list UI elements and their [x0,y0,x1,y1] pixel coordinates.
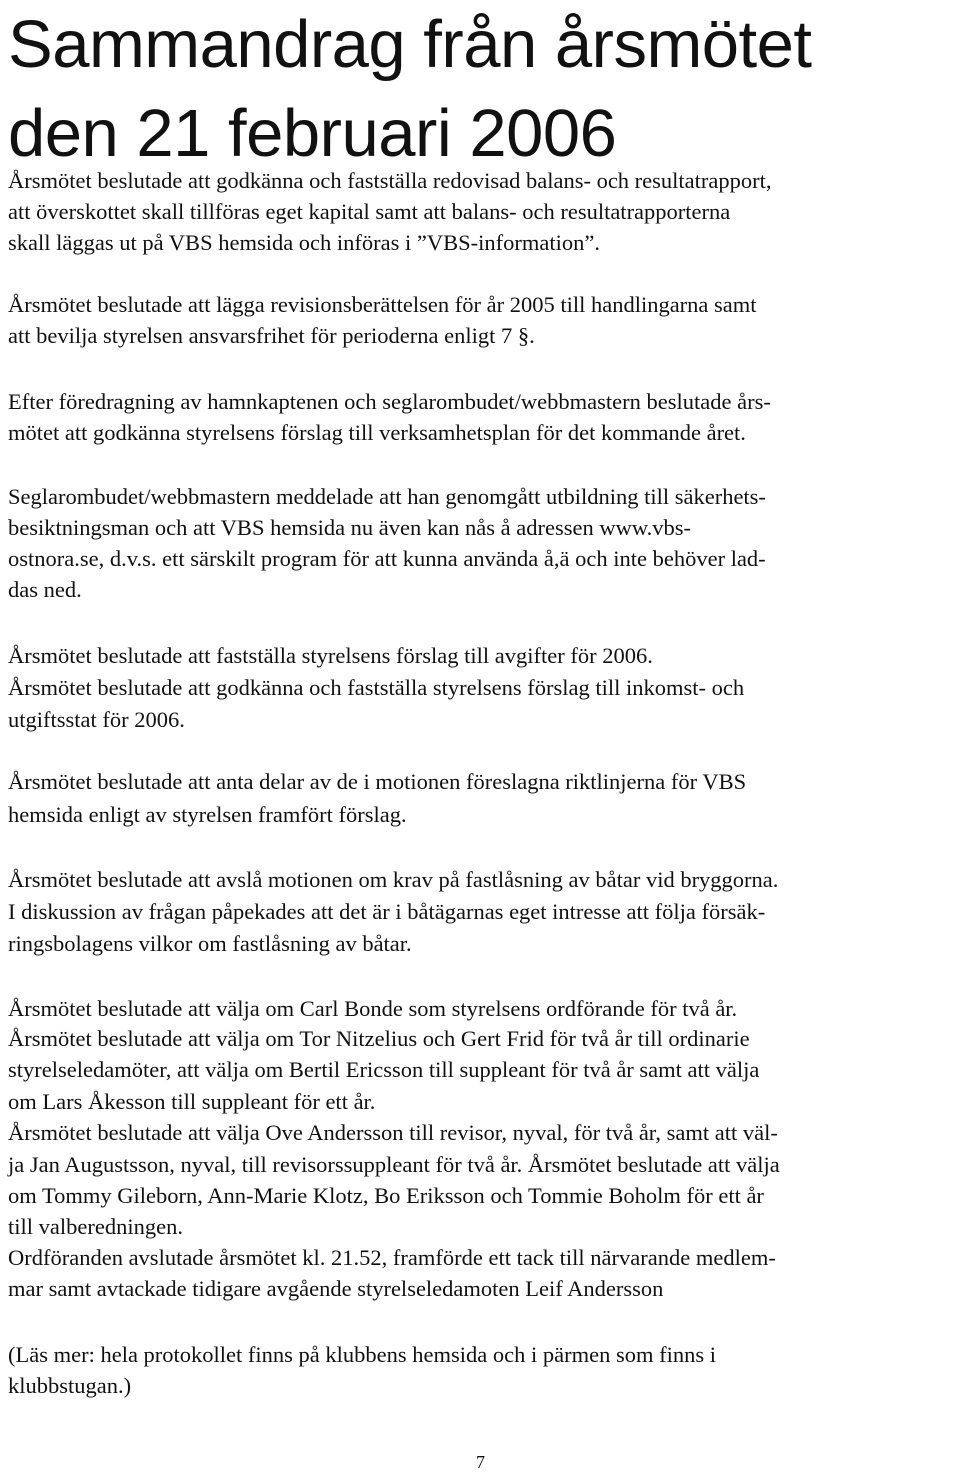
paragraph-line: Årsmötet beslutade att godkänna och fastställa redovisad balans- och resultatrapport, [8,168,772,193]
document-title [8,0,812,178]
paragraph-line: Årsmötet beslutade att anta delar av de i motionen föreslagna riktlinjerna för VBS [8,769,747,794]
paragraph-line: styrelseledamöter, att välja om Bertil Ericsson till suppleant för två år samt att välja [8,1057,760,1082]
paragraph-line: Efter föredragning av hamnkaptenen och seglarombudet/webbmastern beslutade års- [8,389,771,414]
paragraph-line: Årsmötet beslutade att fastställa styrelsens förslag till avgifter för 2006. [8,643,653,668]
paragraph-line: skall läggas ut på VBS hemsida och införas i ”VBS-information”. [8,230,600,255]
paragraph-line: Ordföranden avslutade årsmötet kl. 21.52, framförde ett tack till närvarande medlem- [8,1245,776,1270]
paragraph-line: Seglarombudet/webbmastern meddelade att han genomgått utbildning till säkerhets- [8,484,766,509]
paragraph-line: om Tommy Gileborn, Ann-Marie Klotz, Bo Eriksson och Tommie Boholm för ett år [8,1183,764,1208]
paragraph-line: klubbstugan.) [8,1373,132,1398]
paragraph-line: Årsmötet beslutade att lägga revisionsberättelsen för år 2005 till handlingarna samt [8,292,757,317]
paragraph-line: Årsmötet beslutade att avslå motionen om krav på fastlåsning av båtar vid bryggorna. [8,867,779,892]
paragraph-line: I diskussion av frågan påpekades att det är i båtägarnas eget intresse att följa försäk- [8,899,766,924]
paragraph-line: ja Jan Augustsson, nyval, till revisorssuppleant för två år. Årsmötet beslutade att välja [8,1152,780,1177]
paragraph-line: utgiftsstat för 2006. [8,707,185,732]
paragraph-line: das ned. [8,577,82,602]
paragraph-line: till valberedningen. [8,1214,183,1239]
title-line: Sammandrag från årsmötet [8,7,812,82]
paragraph-line: om Lars Åkesson till suppleant för ett år. [8,1089,376,1114]
paragraph-line: (Läs mer: hela protokollet finns på klubbens hemsida och i pärmen som finns i [8,1342,716,1367]
paragraph-line: Årsmötet beslutade att välja om Tor Nitzelius och Gert Frid för två år till ordinarie [8,1026,750,1051]
paragraph-line: Årsmötet beslutade att välja om Carl Bonde som styrelsens ordförande för två år. [8,996,738,1021]
paragraph-line: mar samt avtackade tidigare avgående styrelseledamoten Leif Andersson [8,1276,664,1301]
paragraph-line: Årsmötet beslutade att välja Ove Andersson till revisor, nyval, för två år, samt att väl- [8,1120,778,1145]
title-line: den 21 februari 2006 [8,96,617,171]
paragraph-line: besiktningsman och att VBS hemsida nu även kan nås å adressen www.vbs- [8,515,691,540]
paragraph-line: mötet att godkänna styrelsens förslag till verksamhetsplan för det kommande året. [8,420,746,445]
paragraph-line: ringsbolagens vilkor om fastlåsning av båtar. [8,931,412,956]
paragraph-line: hemsida enligt av styrelsen framfört förslag. [8,802,407,827]
page-number: 7 [476,1452,485,1472]
paragraph-line: att bevilja styrelsen ansvarsfrihet för perioderna enligt 7 §. [8,323,535,348]
paragraph-line: Årsmötet beslutade att godkänna och fastställa styrelsens förslag till inkomst- och [8,675,745,700]
paragraph-line: ostnora.se, d.v.s. ett särskilt program för att kunna använda å,ä och inte behöver lad- [8,546,766,571]
paragraph-line: att överskottet skall tillföras eget kapital samt att balans- och resultatrapporterna [8,199,731,224]
